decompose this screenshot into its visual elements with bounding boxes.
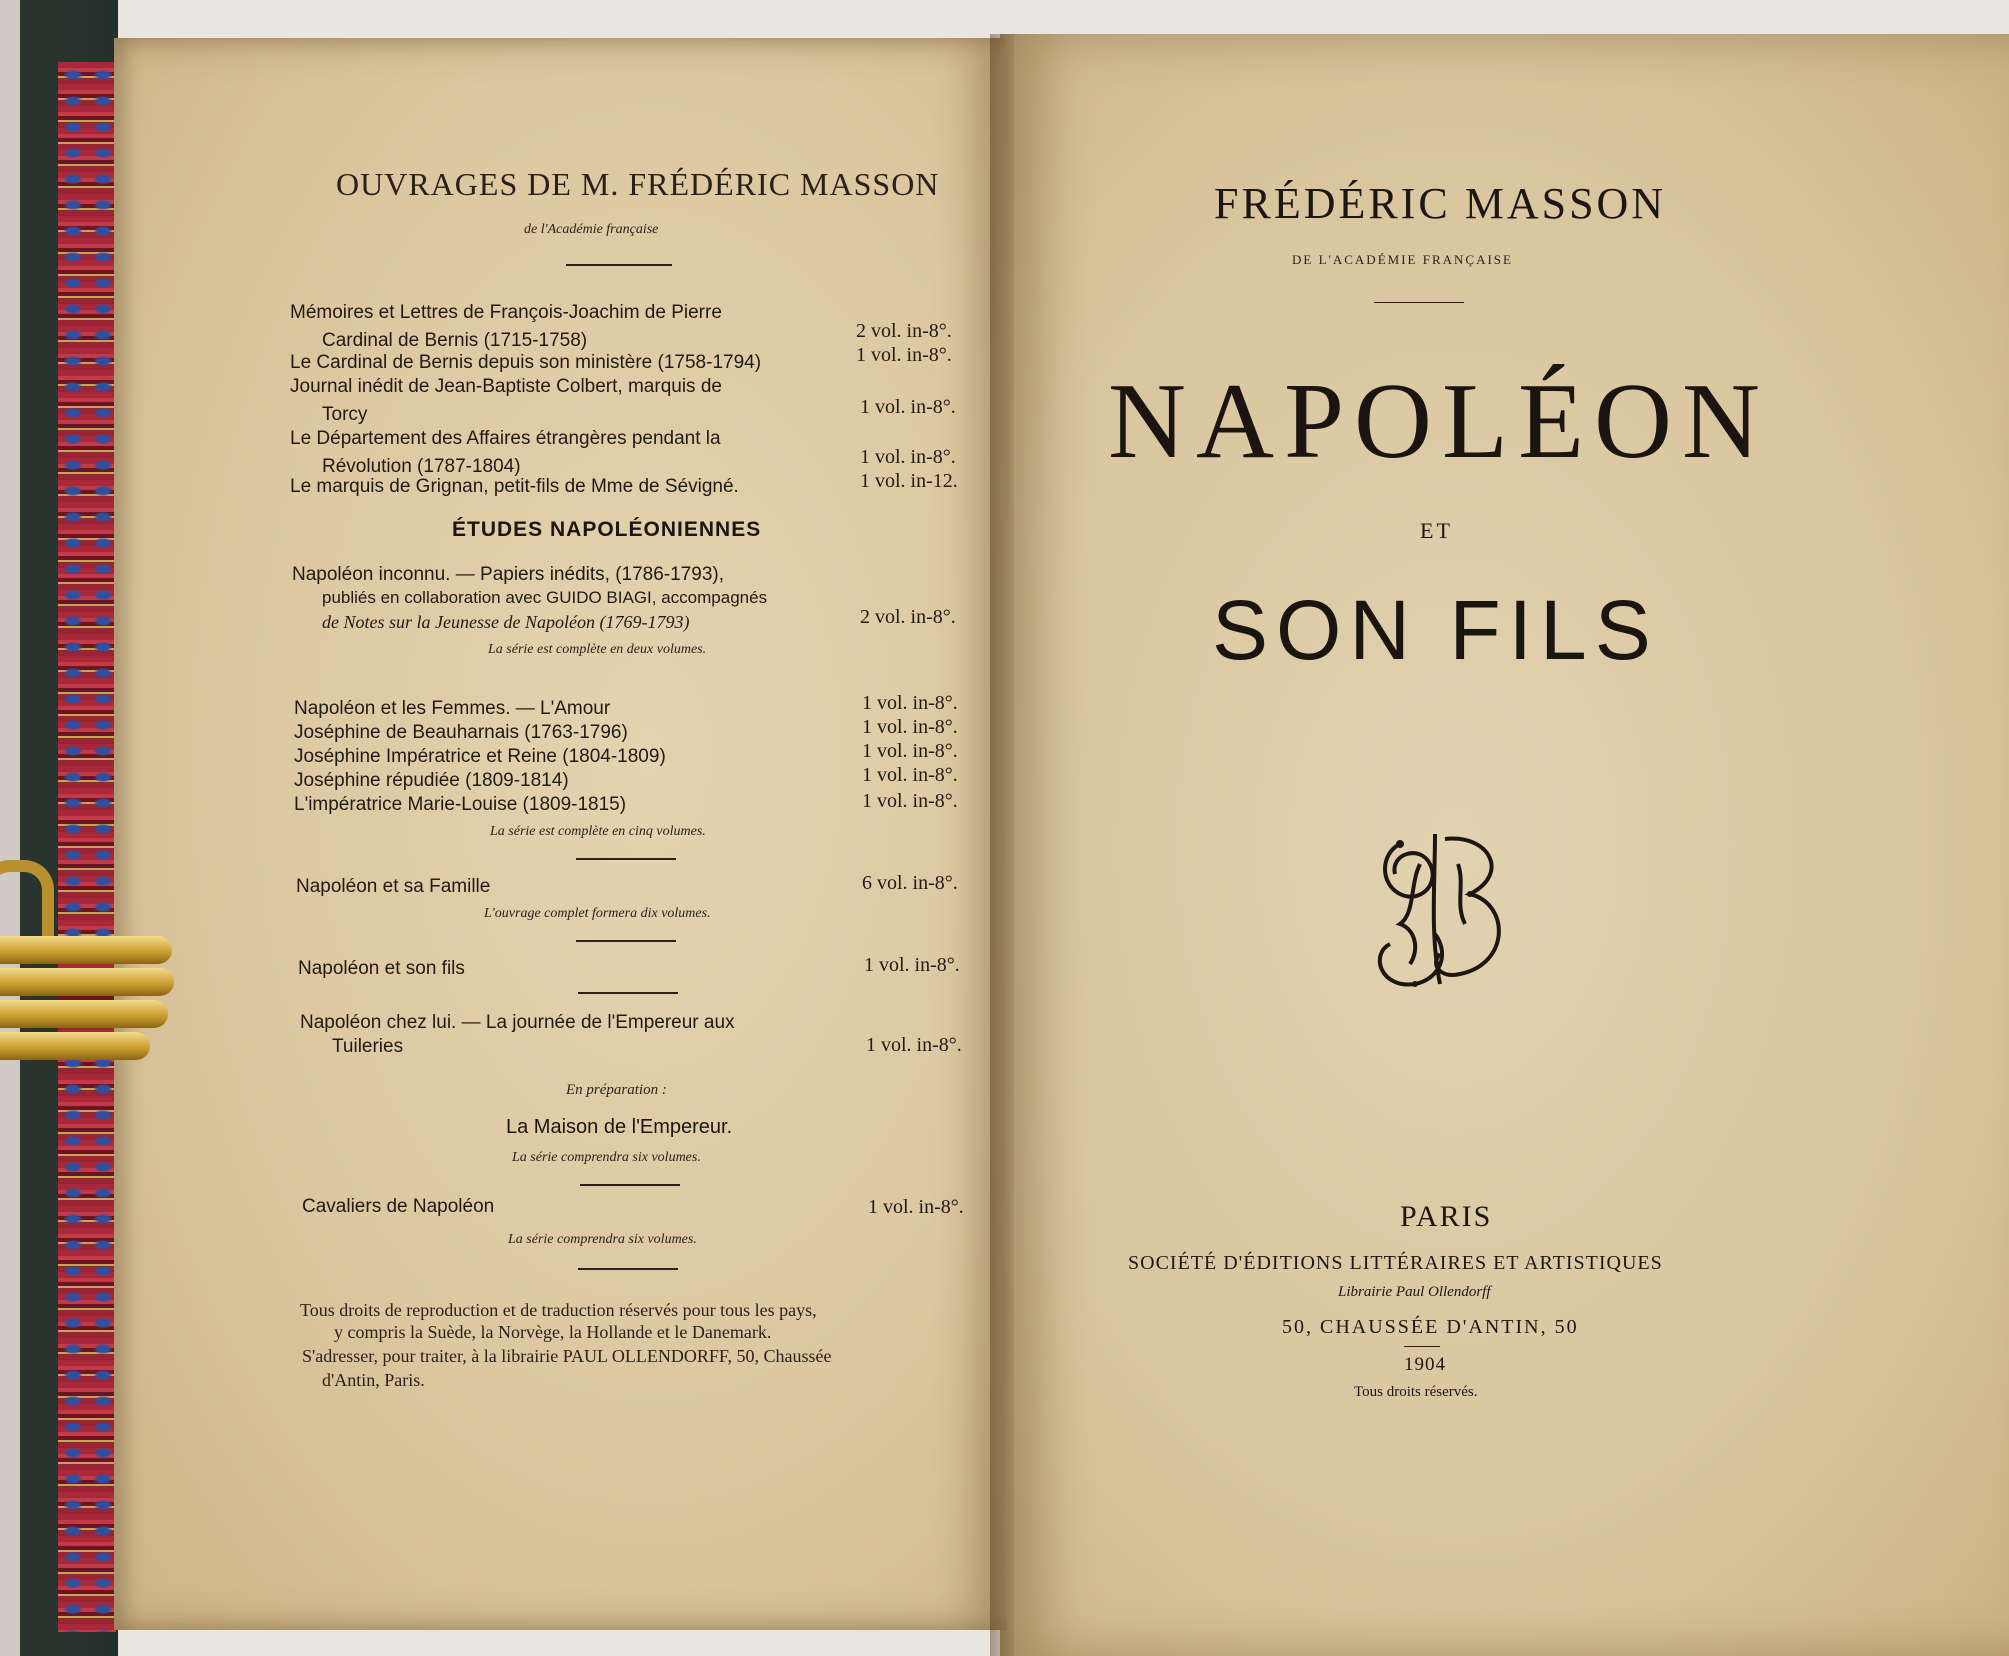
brass-hand-bookmark xyxy=(0,860,175,1070)
rights-notice-line: d'Antin, Paris. xyxy=(322,1370,425,1390)
volume-count: 2 vol. in-8°. xyxy=(860,606,956,628)
work-napoleon-chez-lui: Napoléon chez lui. — La journée de l'Empereur aux xyxy=(300,1012,735,1033)
divider xyxy=(578,1268,678,1270)
book-title-line1: NAPOLÉON xyxy=(1108,362,1770,481)
work-josephine-beauharnais: Joséphine de Beauharnais (1763-1796) xyxy=(294,722,628,743)
work-napoleon-fils: Napoléon et son fils xyxy=(298,958,465,979)
work-napoleon-famille: Napoléon et sa Famille xyxy=(296,876,491,897)
imprint-rights: Tous droits réservés. xyxy=(1354,1384,1478,1400)
volume-count: 1 vol. in-8°. xyxy=(866,1034,962,1056)
imprint-publisher: SOCIÉTÉ D'ÉDITIONS LITTÉRAIRES ET ARTISTIQUES xyxy=(1128,1252,1663,1274)
work-journal-colbert: Journal inédit de Jean-Baptiste Colbert, marquis de xyxy=(290,376,722,397)
volume-count: 1 vol. in-8°. xyxy=(856,344,952,366)
work-bernis-memoires: Mémoires et Lettres de François-Joachim de Pierre xyxy=(290,302,722,323)
volume-count: 1 vol. in-12. xyxy=(860,470,958,492)
work-journal-colbert-cont: Torcy xyxy=(322,404,368,425)
work-napoleon-femmes: Napoléon et les Femmes. — L'Amour xyxy=(294,698,611,719)
marbled-endpaper xyxy=(58,62,118,1632)
rights-notice-line: Tous droits de reproduction et de traduction réservés pour tous les pays, xyxy=(300,1300,817,1320)
work-marie-louise: L'impératrice Marie-Louise (1809-1815) xyxy=(294,794,627,815)
volume-count: 1 vol. in-8°. xyxy=(860,396,956,418)
divider xyxy=(1374,302,1464,303)
book-gutter xyxy=(990,34,1014,1656)
work-maison-empereur: La Maison de l'Empereur. xyxy=(506,1116,733,1138)
left-heading: OUVRAGES DE M. FRÉDÉRIC MASSON xyxy=(336,166,940,202)
work-napoleon-inconnu: Napoléon inconnu. — Papiers inédits, (1786-1793), xyxy=(292,564,724,585)
volume-count: 1 vol. in-8°. xyxy=(862,692,958,714)
work-cavaliers-napoleon: Cavaliers de Napoléon xyxy=(302,1196,495,1217)
work-bernis-memoires-cont: Cardinal de Bernis (1715-1758) xyxy=(322,330,588,351)
author-name: FRÉDÉRIC MASSON xyxy=(1214,179,1667,228)
imprint-librairie: Librairie Paul Ollendorff xyxy=(1338,1284,1491,1300)
divider xyxy=(566,264,672,266)
divider xyxy=(1404,1346,1440,1347)
section-title: ÉTUDES NAPOLÉONIENNES xyxy=(452,518,762,541)
series-note: La série comprendra six volumes. xyxy=(512,1150,701,1165)
work-bernis-ministere: Le Cardinal de Bernis depuis son ministère (1758-1794) xyxy=(290,352,762,373)
series-note: La série est complète en cinq volumes. xyxy=(490,824,706,839)
imprint-city: PARIS xyxy=(1400,1200,1493,1233)
divider xyxy=(578,992,678,994)
author-affiliation: DE L'ACADÉMIE FRANÇAISE xyxy=(1292,252,1513,267)
volume-count: 1 vol. in-8°. xyxy=(862,740,958,762)
imprint-year: 1904 xyxy=(1404,1354,1446,1375)
work-napoleon-chez-lui-cont: Tuileries xyxy=(332,1036,404,1057)
divider xyxy=(576,940,676,942)
book-title-et: ET xyxy=(1420,518,1453,543)
volume-count: 1 vol. in-8°. xyxy=(868,1196,964,1218)
work-josephine-repudiee: Joséphine répudiée (1809-1814) xyxy=(294,770,569,791)
volume-count: 1 vol. in-8°. xyxy=(864,954,960,976)
series-note: L'ouvrage complet formera dix volumes. xyxy=(484,906,711,921)
imprint-address: 50, CHAUSSÉE D'ANTIN, 50 xyxy=(1282,1316,1579,1338)
volume-count: 1 vol. in-8°. xyxy=(860,446,956,468)
work-affaires-etrangeres: Le Département des Affaires étrangères pendant la xyxy=(290,428,721,449)
rights-notice-line: S'adresser, pour traiter, à la librairie PAUL OLLENDORFF, 50, Chaussée xyxy=(302,1346,832,1366)
publisher-monogram xyxy=(1360,824,1520,996)
volume-count: 2 vol. in-8°. xyxy=(856,320,952,342)
series-note: La série est complète en deux volumes. xyxy=(488,642,707,657)
work-napoleon-inconnu-cont: publiés en collaboration avec GUIDO BIAGI, accompagnés xyxy=(322,588,768,607)
volume-count: 6 vol. in-8°. xyxy=(862,872,958,894)
volume-count: 1 vol. in-8°. xyxy=(862,716,958,738)
work-affaires-etrangeres-cont: Révolution (1787-1804) xyxy=(322,456,521,477)
work-marquis-grignan: Le marquis de Grignan, petit-fils de Mme de Sévigné. xyxy=(290,476,739,497)
left-subheading: de l'Académie française xyxy=(524,222,659,237)
series-note: La série comprendra six volumes. xyxy=(508,1232,697,1247)
divider xyxy=(580,1184,680,1186)
volume-count: 1 vol. in-8°. xyxy=(862,790,958,812)
divider xyxy=(576,858,676,860)
work-napoleon-inconnu-cont2: de Notes sur la Jeunesse de Napoléon (1769-1793) xyxy=(322,612,690,632)
preparation-label: En préparation : xyxy=(566,1082,667,1098)
rights-notice-line: y compris la Suède, la Norvège, la Hollande et le Danemark. xyxy=(334,1322,772,1342)
work-josephine-imperatrice: Joséphine Impératrice et Reine (1804-1809) xyxy=(294,746,666,767)
book-title-line2: SON FILS xyxy=(1212,583,1659,677)
volume-count: 1 vol. in-8°. xyxy=(862,764,958,786)
